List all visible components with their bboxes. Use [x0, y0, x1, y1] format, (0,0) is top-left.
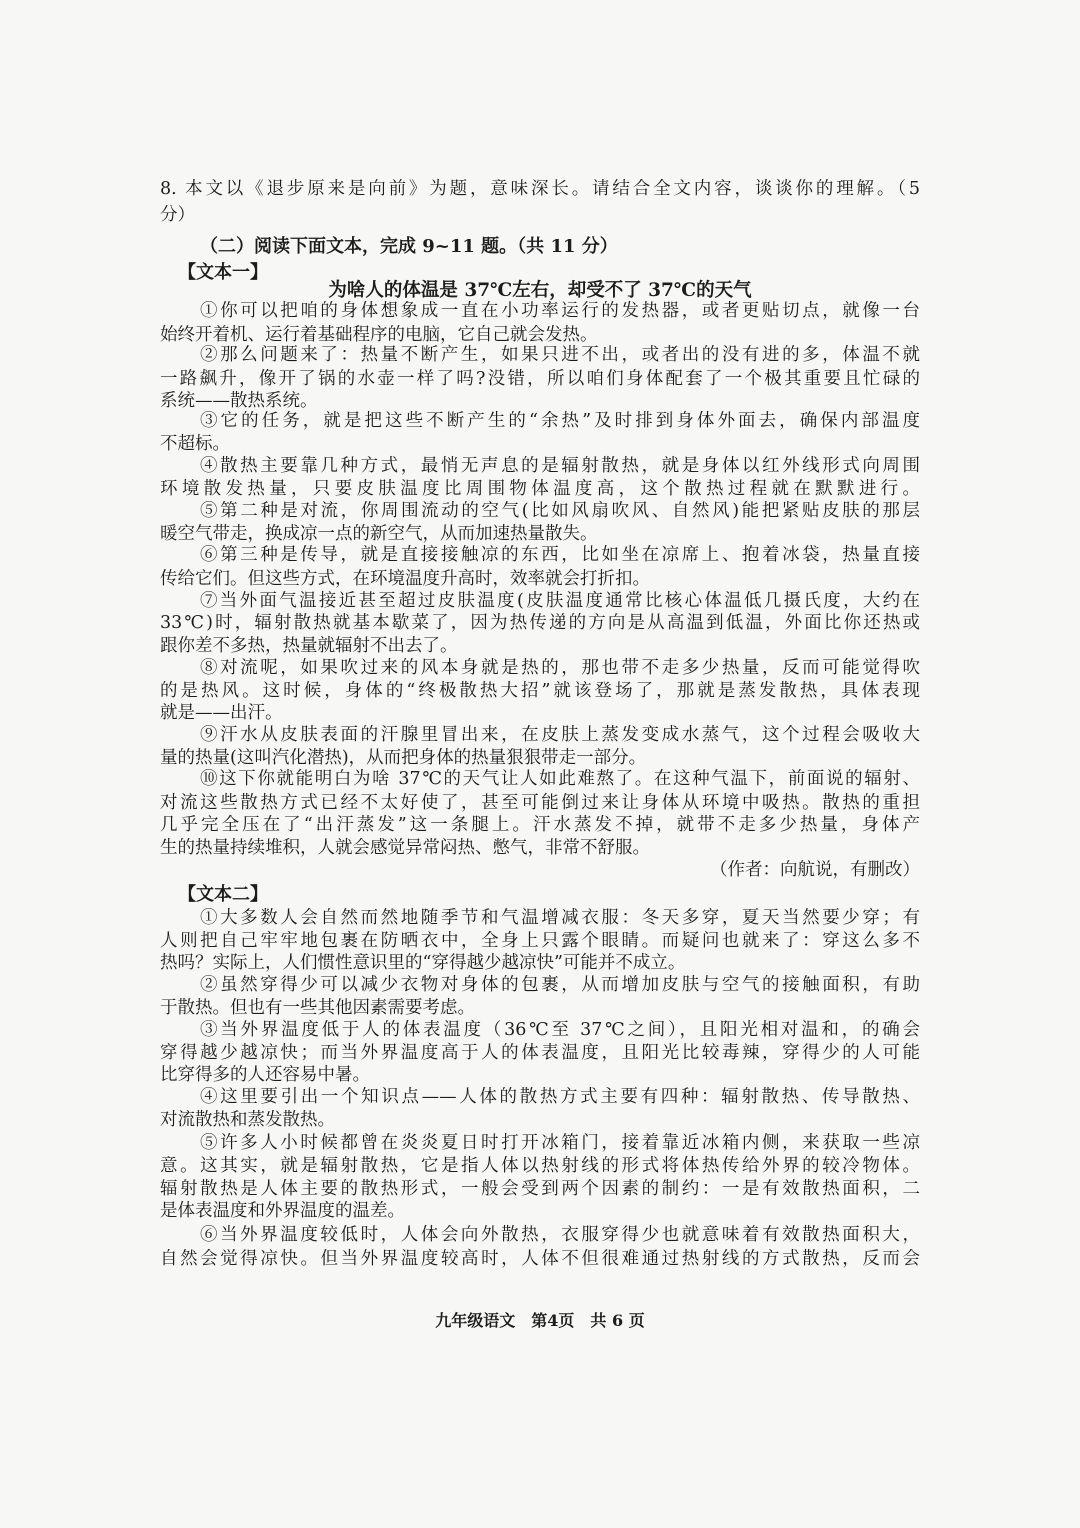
question-8-line-1: 8. 本文以《退步原来是向前》为题，意味深长。请结合全文内容，谈谈你的理解。（5 [160, 179, 920, 199]
text-1-line: 暖空气带走，换成凉一点的新空气，从而加速热量散失。 [160, 524, 598, 544]
text-2-line: 比穿得多的人还容易中暑。 [160, 1065, 370, 1085]
text-1-line: 量的热量(这叫汽化潜热)，从而把身体的热量狠狠带走一部分。 [160, 748, 647, 768]
text-2-line: 是体表温度和外界温度的温差。 [160, 1201, 405, 1221]
text-1-line: ⑤第二种是对流，你周围流动的空气(比如风扇吹风、自然风)能把紧贴皮肤的那层 [200, 501, 920, 521]
text-1-line: 生的热量持续堆积，人就会感觉异常闷热、憋气，非常不舒服。 [160, 838, 650, 858]
text-1-line: 系统——散热系统。 [160, 391, 318, 411]
text-1-line: ④散热主要靠几种方式，最悄无声息的是辐射散热，就是身体以红外线形式向周围 [200, 456, 920, 476]
text-1-line: 33℃)时，辐射散热就基本歇菜了，因为热传递的方向是从高温到低温，外面比你还热或 [160, 613, 920, 633]
text-1-line: ⑩这下你就能明白为啥 37℃的天气让人如此难熬了。在这种气温下，前面说的辐射、 [200, 769, 920, 789]
text-1-line: 环境散发热量，只要皮肤温度比周围物体温度高，这个散热过程就在默默进行。 [160, 479, 920, 499]
text-1-title: 为啥人的体温是 37℃左右，却受不了 37℃的天气 [328, 280, 752, 301]
text-1-author: （作者：向航说，有删改） [710, 860, 920, 880]
text-1-line: ⑦当外面气温接近甚至超过皮肤温度(皮肤温度通常比核心体温低几摄氏度，大约在 [200, 591, 920, 611]
text-1-line: ⑧对流呢，如果吹过来的风本身就是热的，那也带不走多少热量，反而可能觉得吹 [200, 658, 920, 678]
text-2-line: ①大多数人会自然而然地随季节和气温增减衣服：冬天多穿，夏天当然要少穿；有 [200, 908, 920, 928]
text-1-line: ⑨汗水从皮肤表面的汗腺里冒出来，在皮肤上蒸发变成水蒸气，这个过程会吸收大 [200, 725, 920, 745]
text-1-line: ⑥第三种是传导，就是直接接触凉的东西，比如坐在凉席上、抱着冰袋，热量直接 [200, 545, 920, 565]
text-1-line: 传给它们。但这些方式，在环境温度升高时，效率就会打折扣。 [160, 569, 650, 589]
text-2-line: 辐射散热是人体主要的散热形式，一般会受到两个因素的制约：一是有效散热面积，二 [160, 1179, 920, 1199]
text-1-line: 就是——出汗。 [160, 703, 283, 723]
text-2-line: 对流散热和蒸发散热。 [160, 1110, 335, 1130]
text-1-line: ①你可以把咱的身体想象成一直在小功率运行的发热器，或者更贴切点，就像一台 [200, 301, 920, 321]
text-1-line: 不超标。 [160, 434, 230, 454]
text-2-line: ④这里要引出一个知识点——人体的散热方式主要有四种：辐射散热、传导散热、 [200, 1087, 920, 1107]
text-1-line: 一路飙升，像开了锅的水壶一样了吗?没错，所以咱们身体配套了一个极其重要且忙碌的 [160, 369, 920, 389]
text-1-line: 的是热风。这时候，身体的“终极散热大招”就该登场了，那就是蒸发散热，具体表现 [160, 681, 920, 701]
text-2-line: 自然会觉得凉快。但当外界温度较高时，人体不但很难通过热射线的方式散热，反而会 [160, 1249, 920, 1269]
section-2-instruction: （二）阅读下面文本，完成 9~11 题。（共 11 分） [200, 236, 618, 257]
text-1-line: 始终开着机、运行着基础程序的电脑，它自己就会发热。 [160, 325, 598, 345]
text-1-line: ③它的任务，就是把这些不断产生的“余热”及时排到身体外面去，确保内部温度 [200, 411, 920, 431]
text-1-line: 跟你差不多热，热量就辐射不出去了。 [160, 636, 458, 656]
text-2-line: 人则把自己牢牢地包裹在防晒衣中，全身上只露个眼睛。而疑问也就来了：穿这么多不 [160, 931, 920, 951]
text-2-line: ⑤许多人小时候都曾在炎炎夏日时打开冰箱门，接着靠近冰箱内侧，来获取一些凉 [200, 1133, 920, 1153]
question-8-line-2: 分） [160, 205, 195, 225]
text-2-line: 于散热。但也有一些其他因素需要考虑。 [160, 998, 475, 1018]
text-1-line: ②那么问题来了：热量不断产生，如果只进不出，或者出的没有进的多，体温不就 [200, 345, 920, 365]
text-1-label: 【文本一】 [178, 262, 268, 283]
text-2-line: ③当外界温度低于人的体表温度（36℃至 37℃之间），且阳光相对温和，的确会 [200, 1020, 920, 1040]
text-2-line: 热吗？实际上，人们惯性意识里的“穿得越少越凉快”可能并不成立。 [160, 953, 686, 973]
page-footer: 九年级语文 第4页 共 6 页 [435, 1311, 645, 1330]
text-2-line: ②虽然穿得少可以减少衣物对身体的包裹，从而增加皮肤与空气的接触面积，有助 [200, 975, 920, 995]
text-1-line: 几乎完全压在了“出汗蒸发”这一条腿上。汗水蒸发不掉，就带不走多少热量，身体产 [160, 815, 920, 835]
text-2-line: ⑥当外界温度较低时，人体会向外散热，衣服穿得少也就意味着有效散热面积大， [200, 1225, 920, 1245]
text-2-label: 【文本二】 [178, 884, 268, 905]
text-2-line: 意。这其实，就是辐射散热，它是指人体以热射线的形式将体热传给外界的较冷物体。 [160, 1156, 920, 1176]
text-2-line: 穿得越少越凉快；而当外界温度高于人的体表温度，且阳光比较毒辣，穿得少的人可能 [160, 1043, 920, 1063]
text-1-line: 对流这些散热方式已经不太好使了，甚至可能倒过来让身体从环境中吸热。散热的重担 [160, 793, 920, 813]
